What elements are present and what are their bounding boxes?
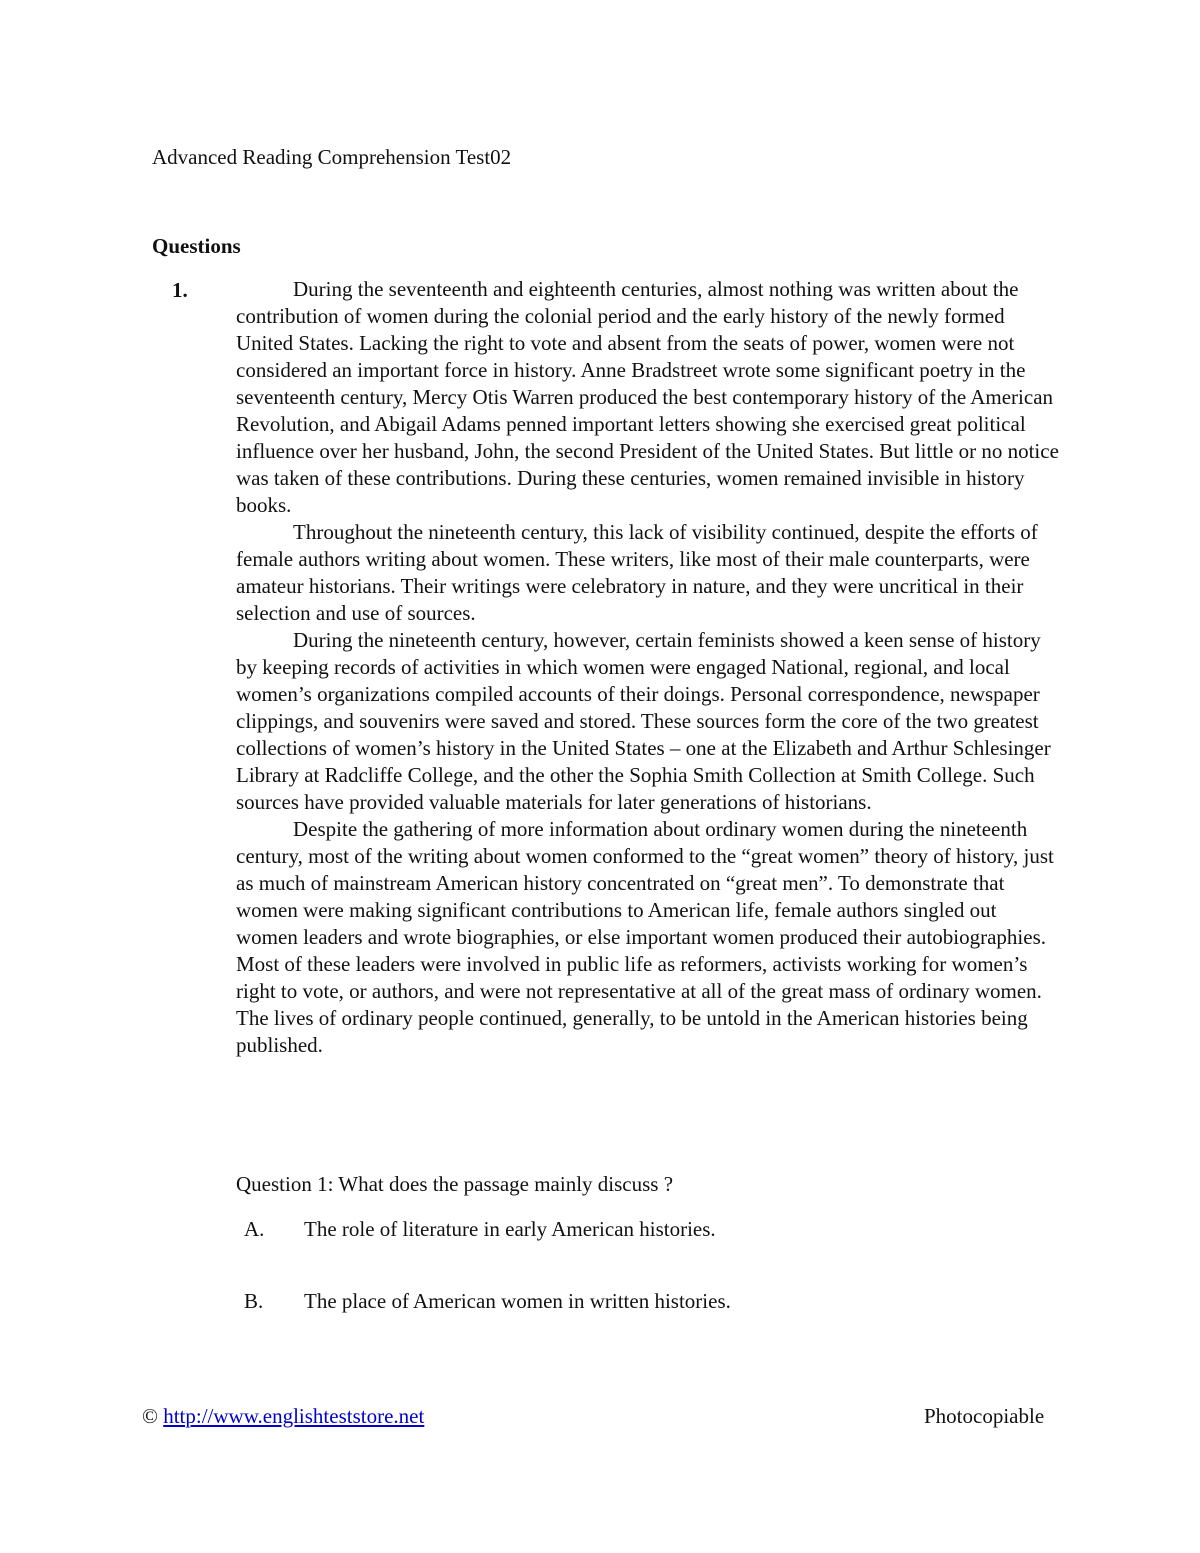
reading-passage — [236, 276, 1062, 1059]
question-number: 1. — [172, 278, 188, 302]
copyright-symbol: © — [142, 1404, 158, 1428]
footer-copyright — [142, 1402, 424, 1430]
passage-paragraph: During the seventeenth and eighteenth centuries, almost nothing was written about the contribution of women during the colonial period and the early history of the newly formed United States. Lacking the right to vote and absent from the seats of power, women were not considered an important force in history. Anne Bradstreet wrote some significant poetry in the seventeenth century, Mercy Otis Warren produced the best contemporary history of the American Revolution, and Abigail Adams penned important letters showing she exercised great political influence over her husband, John, the second President of the United States. But little or no notice was taken of these contributions. During these centuries, women remained invisible in history books. — [236, 277, 1059, 517]
option-text: The place of American women in written histories. — [304, 1289, 731, 1313]
section-heading: Questions — [152, 234, 241, 258]
option-letter: B. — [244, 1289, 264, 1313]
answer-option-a — [244, 1215, 716, 1243]
option-text: The role of literature in early American histories. — [304, 1217, 716, 1241]
answer-option-b — [244, 1287, 731, 1315]
passage-paragraph: During the nineteenth century, however, certain feminists showed a keen sense of history by keeping records of activities in which women were engaged National, regional, and local women’s organizations compiled accounts of their doings. Personal correspondence, newspaper clippings, and souvenirs were saved and stored. These sources form the core of the two greatest collections of women’s history in the United States – one at the Elizabeth and Arthur Schlesinger Library at Radcliffe College, and the other the Sophia Smith Collection at Smith College. Such sources have provided valuable materials for later generations of historians. — [236, 628, 1051, 814]
document-title: Advanced Reading Comprehension Test02 — [152, 145, 512, 169]
footer-photocopiable: Photocopiable — [924, 1404, 1045, 1428]
website-link[interactable]: http://www.englishteststore.net — [163, 1404, 425, 1428]
passage-paragraph: Despite the gathering of more information about ordinary women during the nineteenth century, most of the writing about women conformed to the “great women” theory of history, just as much of mainstream American history concentrated on “great men”. To demonstrate that women were making significant contributions to American life, female authors singled out women leaders and wrote biographies, or else important women produced their autobiographies. Most of these leaders were involved in public life as reformers, activists working for women’s right to vote, or authors, and were not representative at all of the great mass of ordinary women. The lives of ordinary people continued, generally, to be untold in the American histories being published. — [236, 817, 1054, 1057]
option-letter: A. — [244, 1217, 265, 1241]
passage-paragraph: Throughout the nineteenth century, this lack of visibility continued, despite the efforts of female authors writing about women. These writers, like most of their male counterparts, were amateur historians. Their writings were celebratory in nature, and they were uncritical in their selection and use of sources. — [236, 520, 1038, 625]
question-prompt: Question 1: What does the passage mainly discuss ? — [236, 1172, 674, 1196]
